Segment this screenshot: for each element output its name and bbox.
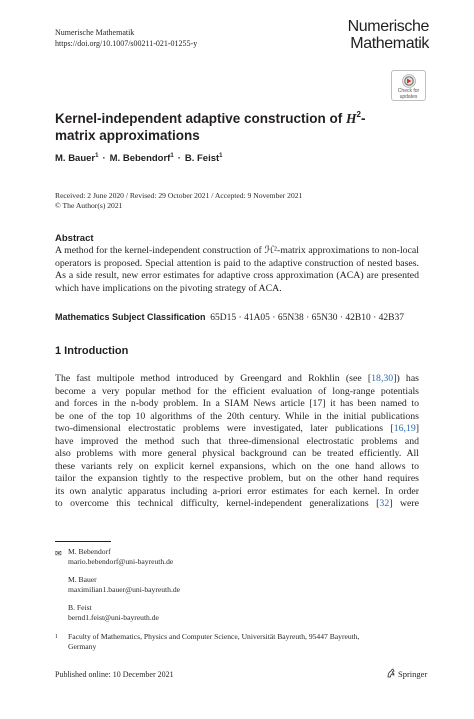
contact-email[interactable]: mario.bebendorf@uni-bayreuth.de xyxy=(68,557,174,567)
affiliation xyxy=(68,632,359,653)
title-superscript: 2 xyxy=(356,110,361,119)
contact-email[interactable]: maximilian1.bauer@uni-bayreuth.de xyxy=(68,585,181,595)
paragraph-line xyxy=(55,473,419,486)
copyright-notice: © The Author(s) 2021 xyxy=(55,201,123,210)
contact-block xyxy=(68,603,159,624)
contact-name: B. Feist xyxy=(68,603,92,612)
paragraph-line xyxy=(55,386,419,399)
contact-name: M. Bebendorf xyxy=(68,547,111,556)
abstract-text: A method for the kernel-independent construction of ℋ²-matrix approximations to non-local operators is proposed. Special attention is paid to the adaptive construction of nested bases. As a side result, new error estimates for adaptive cross approximation (ACA) are presented which have implications on the pivoting strategy of ACA. xyxy=(55,245,419,294)
publisher-name: Springer xyxy=(398,669,428,679)
published-date: Published online: 10 December 2021 xyxy=(55,670,174,679)
msc-label: Mathematics Subject Classification xyxy=(55,312,206,322)
line-text: n-body problem. In a SIAM News article [17] it has been named to xyxy=(130,398,419,410)
msc-line xyxy=(55,311,425,325)
affiliation-line-2: Germany xyxy=(68,642,97,652)
brand-line-2: Mathematik xyxy=(350,35,429,52)
check-updates-icon xyxy=(402,74,416,88)
line-text: ] were xyxy=(389,498,419,510)
author-separator: · xyxy=(177,153,181,164)
line-text: tailor the expansion tightly to the respective problem, but on the other hand requires xyxy=(55,473,419,485)
author-affiliation: 1 xyxy=(95,153,99,159)
author-list xyxy=(55,150,223,165)
article-title xyxy=(55,106,395,144)
contact-email[interactable]: bernd1.feist@uni-bayreuth.de xyxy=(68,613,159,623)
author-affiliation: 1 xyxy=(219,153,223,159)
line-text: have improved the method such that three-dimensional electrostatic problems and xyxy=(55,435,419,447)
envelope-icon: ✉ xyxy=(55,549,62,558)
author-name[interactable]: M. Bebendorf xyxy=(109,153,171,164)
abstract-heading: Abstract xyxy=(55,233,94,244)
citation-link[interactable]: 32 xyxy=(379,498,390,510)
affiliation-number: 1 xyxy=(55,634,58,640)
title-part-2: -matrix approximations xyxy=(55,111,366,143)
paragraph-line xyxy=(55,486,419,499)
line-text: The fast multipole method introduced by Greengard and Rokhlin (see [ xyxy=(55,373,372,384)
check-for-updates-badge[interactable] xyxy=(391,70,426,101)
line-text: also problems with more general physical background can be treated efficiently. All xyxy=(55,448,419,460)
affiliation-line-1: Faculty of Mathematics, Physics and Computer Science, Universität Bayreuth, 95447 Bayreuth, xyxy=(68,632,360,641)
title-part-1: Kernel-independent adaptive construction of xyxy=(55,111,347,126)
springer-horse-icon xyxy=(386,668,396,678)
paragraph-line xyxy=(55,373,419,386)
title-h-symbol: H xyxy=(346,111,357,126)
badge-line-2: updates xyxy=(399,93,418,100)
contact-name: M. Bauer xyxy=(68,575,97,584)
line-text: and forces in the xyxy=(55,398,131,410)
paragraph-line xyxy=(55,423,419,436)
author-affiliation: 1 xyxy=(170,153,174,159)
author-name[interactable]: M. Bauer xyxy=(55,153,96,164)
paragraph-line xyxy=(55,448,419,461)
author-separator: · xyxy=(102,153,106,164)
paragraph-line xyxy=(55,436,419,449)
badge-line-1: Check for xyxy=(397,88,420,94)
introduction-body xyxy=(55,373,419,511)
line-text: to overcome this technical difficulty, kernel-independent generalizations [ xyxy=(55,498,380,510)
brand-line-1: Numerische xyxy=(347,18,429,35)
msc-codes: 65D15 · 41A05 · 65N38 · 65N30 · 42B10 · 42B37 xyxy=(210,313,404,323)
article-dates: Received: 2 June 2020 / Revised: 29 October 2021 / Accepted: 9 November 2021 xyxy=(55,191,303,200)
line-text: these variants rely on explicit kernel expansions, which on the one hand allows to xyxy=(55,460,419,472)
paragraph-line xyxy=(55,461,419,474)
section-heading-introduction: 1 Introduction xyxy=(55,345,129,357)
line-text: its own analytic apparatus including a-priori error estimates for each kernel. In order xyxy=(55,485,419,497)
line-text: become a very popular method for the efficient evaluation of long-range potentials xyxy=(55,385,419,397)
contact-block xyxy=(68,575,180,596)
author-name[interactable]: B. Feist xyxy=(184,153,220,164)
line-text: two-dimensional electrostatic problems were investigated, later publications [ xyxy=(55,423,394,435)
footnote-rule xyxy=(55,541,111,542)
contact-block xyxy=(68,547,173,568)
paragraph-line xyxy=(55,498,419,511)
journal-brand xyxy=(348,18,429,52)
paragraph-line xyxy=(55,411,419,424)
running-header-journal: Numerische Mathematik xyxy=(55,28,135,37)
line-text: ]) has xyxy=(393,373,419,384)
doi-link[interactable]: https://doi.org/10.1007/s00211-021-01255-y xyxy=(55,39,198,48)
line-text: ] xyxy=(415,423,419,435)
citation-link[interactable]: 16,19 xyxy=(393,423,416,435)
citation-link[interactable]: 18,30 xyxy=(371,373,394,384)
line-text: be one of the top 10 algorithms of the 20th century. While in the initial publications xyxy=(55,410,419,422)
publisher-logo xyxy=(386,668,427,680)
paragraph-line xyxy=(55,398,419,411)
